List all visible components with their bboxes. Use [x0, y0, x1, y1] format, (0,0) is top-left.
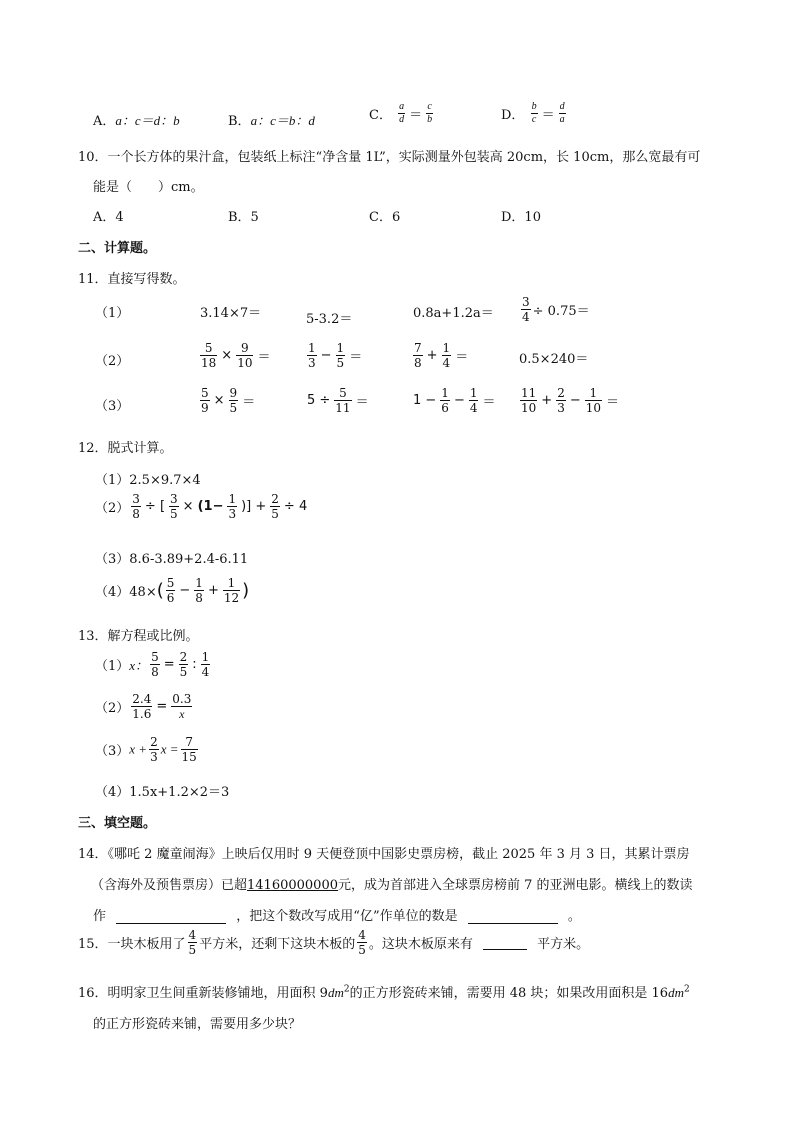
- q11-row1-col3: 0.8a+1.2a＝: [413, 306, 494, 321]
- q9-option-b-label: B．: [228, 114, 251, 129]
- q11-row1-col2: 5-3.2＝: [306, 312, 353, 327]
- q9-option-d-label: D．: [501, 108, 525, 123]
- q12-part3: （3）8.6-3.89+2.4-6.11: [95, 552, 249, 567]
- q12-title: 12．脱式计算。: [78, 441, 173, 456]
- q14-line3: 作 ，把这个数改写成用“亿”作单位的数是 。: [93, 909, 581, 924]
- q14-line1: 14．《哪吒 2 魔童闹海》上映后仅用时 9 天便登顶中国影史票房榜，截止 2025 年 3 月 3 日，其累计票房: [78, 847, 690, 862]
- q12-part2: （2） $\frac{3}{8}$ ÷ [ $\frac{3}{5}$ × (1− $\frac{1}{3}$ )] + $\frac{2}{5}$ ÷ 4: [95, 492, 308, 521]
- q9-option-d-frac2: $\frac{d}{a}$: [559, 101, 565, 125]
- section-3-heading: 三、填空题。: [78, 816, 157, 831]
- q9-option-d-frac1: $\frac{b}{c}$: [531, 101, 537, 125]
- q10-option-a: A．4: [93, 210, 124, 225]
- q11-row1-col1: 3.14×7＝: [200, 306, 262, 321]
- q13-part2: （2） $\frac{2.4}{1.6}$ = $\frac{0.3}{x}$: [95, 692, 192, 721]
- q16-line2: 的正方形瓷砖来铺，需要用多少块？: [93, 1017, 302, 1032]
- q11-row2-col2: $\frac{1}{3}$ − $\frac{1}{5}$ ＝: [308, 341, 363, 370]
- q9-option-c-frac1: $\frac{a}{d}$: [399, 101, 405, 125]
- q11-row2-label: （2）: [95, 354, 130, 369]
- q10-option-d: D．10: [501, 210, 541, 225]
- q9-options: A．a：c＝d：b B．a：c＝b：d C． $\frac{a}{d}$ ＝ $\frac{c}{b}$ D． $\frac{b}{c}$ ＝ $\frac{d}{a}$: [93, 101, 565, 129]
- q13-part1: （1）x： $\frac{5}{8}$ = $\frac{2}{5}$ : $\frac{1}{4}$: [95, 650, 210, 679]
- q11-row3-col4: $\frac{11}{10}$ + $\frac{2}{3}$ − $\frac{1}{10}$ ＝: [521, 386, 620, 415]
- q10-option-b: B．5: [228, 210, 259, 225]
- q11-title: 11．直接写得数。: [78, 272, 186, 287]
- q9-option-c-frac2: $\frac{c}{b}$: [427, 101, 433, 125]
- q11-row2-col4: 0.5×240＝: [519, 352, 589, 367]
- q10-option-c: C．6: [369, 210, 401, 225]
- q11-row2-col1: $\frac{5}{18}$ × $\frac{9}{10}$ ＝: [201, 341, 271, 370]
- q13-part3: （3）x + $\frac{2}{3}$ x = $\frac{7}{15}$: [95, 735, 197, 764]
- q11-row3-col1: $\frac{5}{9}$ × $\frac{9}{5}$ ＝: [201, 386, 256, 415]
- q11-row3-col3: 1 − $\frac{1}{6}$ − $\frac{1}{4}$ ＝: [413, 386, 496, 415]
- q11-row3-col2: 5 ÷ $\frac{5}{11}$ ＝: [307, 386, 369, 415]
- q13-part4: （4）1.5x+1.2×2＝3: [95, 785, 230, 800]
- q9-option-c-label: C．: [369, 108, 392, 123]
- q15-answer-blank[interactable]: [483, 935, 527, 950]
- q14-line2: （含海外及预售票房）已超14160000000元，成为首部进入全球票房榜前 7 的亚洲电影。横线上的数读: [91, 878, 693, 893]
- q10-line1: 10．一个长方体的果汁盒，包装纸上标注“净含量 1L”，实际测量外包装高 20cm，长 10cm，那么宽最有可: [78, 150, 701, 165]
- section-2-heading: 二、计算题。: [78, 241, 157, 256]
- q12-part1: （1）2.5×9.7×4: [95, 473, 201, 488]
- q14-box-office-number: 14160000000: [247, 878, 338, 893]
- q9-option-a-label: A．: [93, 114, 116, 129]
- q9-option-a-text: a：c＝d：b: [115, 113, 180, 128]
- q11-row1-col4: $\frac{3}{4}$ ÷ 0.75＝: [522, 295, 590, 324]
- q11-row2-col3: $\frac{7}{8}$ + $\frac{1}{4}$ ＝: [414, 341, 469, 370]
- q16-line1: 16．明明家卫生间重新装修铺地，用面积 $9dm^2$的正方形瓷砖来铺，需要用 48 块；如果改用面积是 $16dm^2$: [78, 984, 690, 1001]
- q13-title: 13．解方程或比例。: [78, 629, 199, 644]
- q9-option-b-text: a：c＝b：d: [250, 113, 315, 128]
- q15: 15．一块木板用了 $\frac{4}{5}$ 平方米，还剩下这块木板的 $\frac{4}{5}$ 。这块木板原来有 平方米。: [78, 928, 590, 957]
- q14-yi-unit-blank[interactable]: [468, 909, 558, 924]
- q14-reading-blank[interactable]: [116, 909, 226, 924]
- q11-row1-label: （1）: [95, 306, 130, 321]
- q12-part4: （4）48×( $\frac{5}{6}$ − $\frac{1}{8}$ + $\frac{1}{12}$ ): [95, 576, 250, 605]
- q10-line2: 能是（ ）cm。: [93, 180, 204, 195]
- q11-row3-label: （3）: [95, 399, 130, 414]
